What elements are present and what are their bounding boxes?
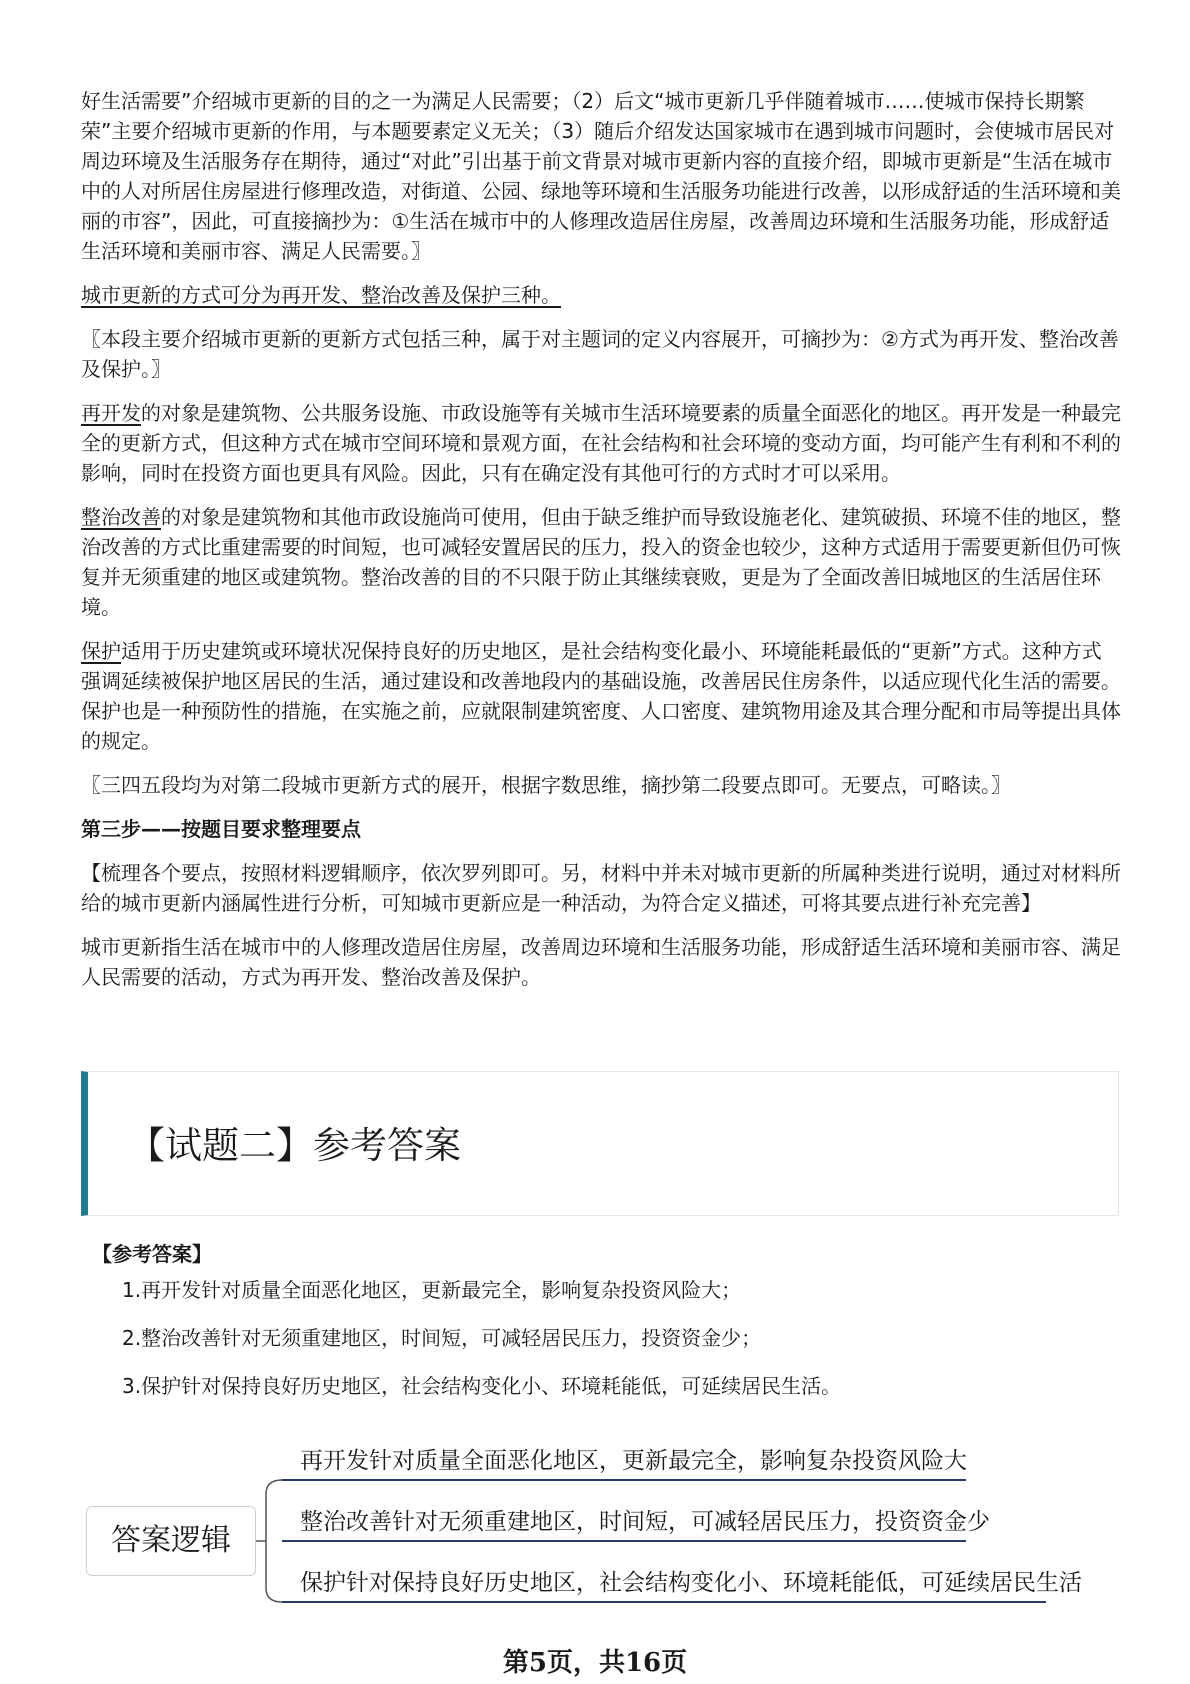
logic-branch-item: 再开发针对质量全面恶化地区，更新最完全，影响复杂投资风险大 bbox=[300, 1448, 967, 1474]
paragraph-renovation bbox=[81, 502, 1121, 622]
renovation-description: 的对象是建筑物和其他市政设施尚可使用，但由于缺乏维护而导致设施老化、建筑破损、环境不佳的地区，整治改善的方式比重建需要的时间短，也可减轻安置居民的压力，投入的资金也较少，这种方式适用于需要更新但仍可恢复并无须重建的地区或建筑物。整治改善的目的不只限于防止其继续衰败，更是为了全面改善旧城地区的生活居住环境。 bbox=[81, 505, 1121, 619]
answers-label: 【参考答案】 bbox=[92, 1242, 212, 1266]
answer-item: 1.再开发针对质量全面恶化地区，更新最完全，影响复杂投资风险大； bbox=[122, 1278, 742, 1302]
answer-item: 2.整治改善针对无须重建地区，时间短，可减轻居民压力，投资资金少； bbox=[122, 1326, 762, 1350]
paragraph-step3-guidance: 【梳理各个要点，按照材料逻辑顺序，依次罗列即可。另，材料中并未对城市更新的所属种类进行说明，通过对材料所给的城市更新内涵属性进行分析，可知城市更新应是一种活动，为符合定义描述，可将其要点进行补充完善】 bbox=[81, 861, 1121, 915]
answer-logic-diagram bbox=[86, 1440, 1116, 1610]
underlined-sentence: 城市更新的方式可分为再开发、整治改善及保护三种。 bbox=[81, 283, 561, 307]
paragraph-note-methods: 〖本段主要介绍城市更新的更新方式包括三种，属于对主题词的定义内容展开，可摘抄为：②方式为再开发、整治改善及保护。〗 bbox=[81, 327, 1119, 381]
paragraph-definition-result: 城市更新指生活在城市中的人修理改造居住房屋，改善周边环境和生活服务功能，形成舒适生活环境和美丽市容、满足人民需要的活动，方式为再开发、整治改善及保护。 bbox=[81, 935, 1121, 989]
term-redevelopment: 再开发 bbox=[81, 401, 141, 425]
document-body bbox=[81, 86, 1121, 1006]
paragraph-protection bbox=[81, 636, 1121, 756]
section-header-box bbox=[81, 1071, 1119, 1216]
logic-branch-item: 整治改善针对无须重建地区，时间短，可减轻居民压力，投资资金少 bbox=[300, 1509, 990, 1535]
redevelopment-description: 的对象是建筑物、公共服务设施、市政设施等有关城市生活环境要素的质量全面恶化的地区。再开发是一种最完全的更新方式，但这种方式在城市空间环境和景观方面，在社会结构和社会环境的变动方面，均可能产生有利和不利的影响，同时在投资方面也更具有风险。因此，只有在确定没有其他可行的方式时才可以采用。 bbox=[81, 401, 1121, 485]
protection-description: 适用于历史建筑或环境状况保持良好的历史地区，是社会结构变化最小、环境能耗最低的“更新”方式。这种方式强调延续被保护地区居民的生活，通过建设和改善地段内的基础设施，改善居民住房条件，以适应现代化生活的需要。保护也是一种预防性的措施，在实施之前，应就限制建筑密度、人口密度、建筑物用途及其合理分配和市局等提出具体的规定。 bbox=[81, 639, 1121, 753]
paragraph-analysis-continued: 好生活需要”介绍城市更新的目的之一为满足人民需要；（2）后文“城市更新几乎伴随着城市……使城市保持长期繁荣”主要介绍城市更新的作用，与本题要素定义无关；（3）随后介绍发达国家城市在遇到城市问题时，会使城市居民对周边环境及生活服务存在期待，通过“对此”引出基于前文背景对城市更新内容的直接介绍，即城市更新是“生活在城市中的人对所居住房屋进行修理改造，对街道、公园、绿地等环境和生活服务功能进行改善，以形成舒适的生活环境和美丽的市容”，因此，可直接摘抄为：①生活在城市中的人修理改造居住房屋，改善周边环境和生活服务功能，形成舒适生活环境和美丽市容、满足人民需要。〗 bbox=[81, 89, 1121, 263]
reference-answers bbox=[86, 1240, 1106, 1420]
step3-heading: 第三步——按题目要求整理要点 bbox=[81, 817, 361, 841]
term-renovation: 整治改善 bbox=[81, 505, 161, 529]
page-number: 第5页，共16页 bbox=[502, 1648, 688, 1678]
paragraph-note-skim: 〖三四五段均为对第二段城市更新方式的展开，根据字数思维，摘抄第二段要点即可。无要点，可略读。〗 bbox=[81, 773, 1011, 797]
answer-item: 3.保护针对保持良好历史地区，社会结构变化小、环境耗能低，可延续居民生活。 bbox=[122, 1374, 842, 1398]
paragraph-update-methods bbox=[81, 280, 1121, 310]
logic-branch-item: 保护针对保持良好历史地区，社会结构变化小、环境耗能低，可延续居民生活 bbox=[300, 1570, 1082, 1596]
term-protection: 保护 bbox=[81, 639, 121, 663]
section-title: 【试题二】参考答案 bbox=[128, 1124, 461, 1167]
answer-logic-label: 答案逻辑 bbox=[86, 1506, 256, 1576]
paragraph-redevelopment bbox=[81, 398, 1121, 488]
